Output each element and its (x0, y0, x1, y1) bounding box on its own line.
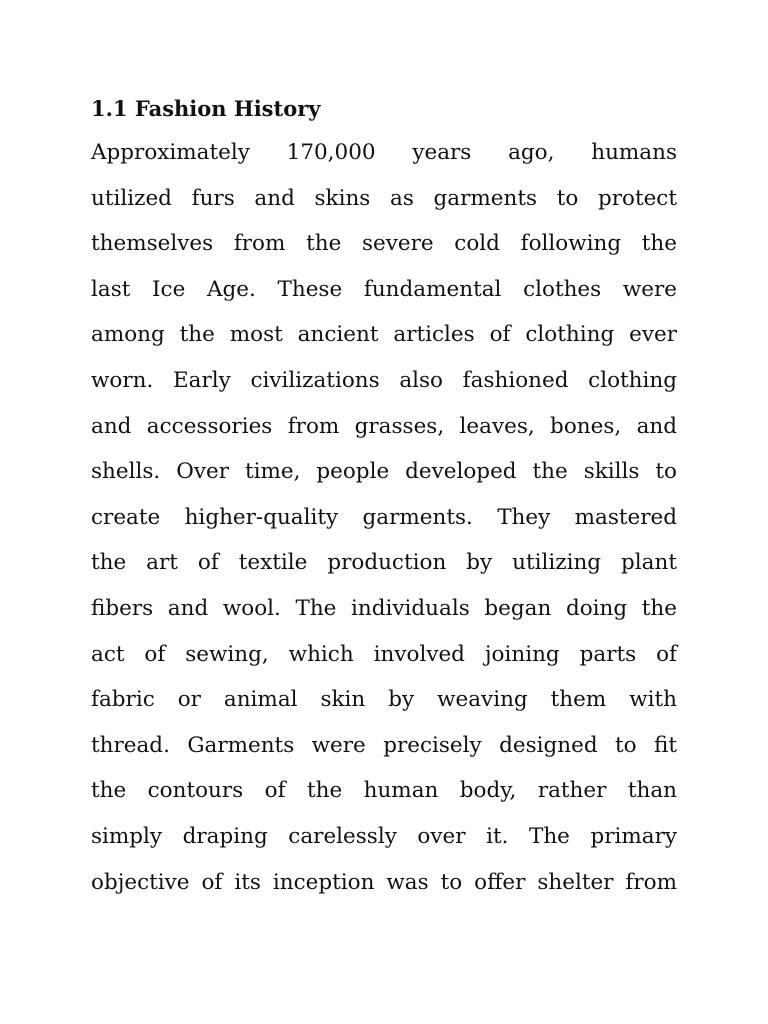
paragraph-line: thread. Garments were precisely designed to fit (91, 732, 677, 758)
paragraph-line: worn. Early civilizations also fashioned clothing (91, 367, 677, 393)
paragraph-line: create higher-quality garments. They mastered (91, 504, 677, 530)
paragraph-line: objective of its inception was to offer shelter from (91, 869, 677, 895)
paragraph-line: fibers and wool. The individuals began doing the (91, 595, 677, 621)
paragraph-line: Approximately 170,000 years ago, humans (91, 140, 677, 165)
paragraph-line: utilized furs and skins as garments to protect (91, 185, 677, 211)
paragraph-line: the art of textile production by utilizing plant (91, 550, 677, 576)
paragraph-line: simply draping carelessly over it. The primary (91, 823, 677, 849)
paragraph-line: last Ice Age. These fundamental clothes were (91, 276, 677, 302)
paragraph-line: among the most ancient articles of clothing ever (91, 322, 677, 348)
body-paragraph (91, 130, 677, 905)
paragraph-line: and accessories from grasses, leaves, bones, and (91, 413, 677, 439)
section-heading: 1.1 Fashion History (91, 96, 321, 121)
paragraph-line: fabric or animal skin by weaving them with (91, 687, 677, 713)
paragraph-line: shells. Over time, people developed the skills to (91, 459, 677, 485)
paragraph-line: the contours of the human body, rather than (91, 778, 677, 804)
paragraph-line: themselves from the severe cold following the (91, 231, 677, 257)
paragraph-line: act of sewing, which involved joining parts of (91, 641, 677, 667)
section-content (91, 92, 677, 905)
